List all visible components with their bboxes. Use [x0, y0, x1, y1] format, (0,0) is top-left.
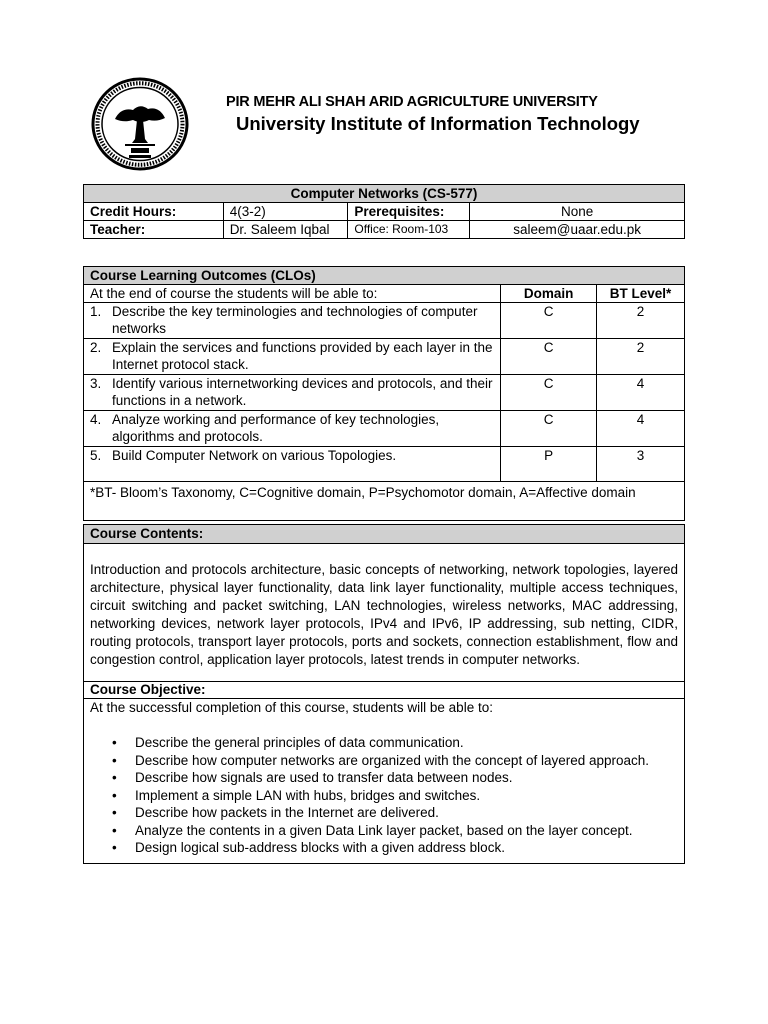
teacher-name: Dr. Saleem Iqbal: [223, 221, 348, 239]
clo-text: Describe the key terminologies and technologies of computer networks: [112, 304, 478, 336]
prerequisites-label: Prerequisites:: [348, 203, 470, 221]
clo-text: Explain the services and functions provided by each layer in the Internet protocol stack.: [112, 340, 493, 372]
course-details-table: [83, 524, 685, 864]
course-title: Computer Networks (CS-577): [84, 185, 685, 203]
clo-table: [83, 266, 685, 521]
university-name: PIR MEHR ALI SHAH ARID AGRICULTURE UNIVERSITY: [226, 94, 598, 110]
clo-row: [84, 411, 685, 447]
objective-item: • Design logical sub-address blocks with a given address block.: [135, 839, 678, 857]
clo-heading: Course Learning Outcomes (CLOs): [84, 267, 685, 285]
clo-bt-level: 4: [597, 411, 685, 447]
clo-bt-level: 4: [597, 375, 685, 411]
clo-domain: C: [501, 303, 597, 339]
objective-item: • Implement a simple LAN with hubs, bridges and switches.: [135, 787, 678, 805]
clo-domain: C: [501, 339, 597, 375]
clo-bt-level: 2: [597, 303, 685, 339]
clo-text: Build Computer Network on various Topologies.: [112, 448, 397, 463]
clo-number: 1.: [90, 304, 102, 319]
clo-text: Analyze working and performance of key technologies, algorithms and protocols.: [112, 412, 440, 444]
course-contents-heading: Course Contents:: [84, 525, 685, 544]
objective-item: • Analyze the contents in a given Data Link layer packet, based on the layer concept.: [135, 822, 678, 840]
institute-name: University Institute of Information Technology: [236, 113, 640, 134]
university-seal-logo: [91, 77, 189, 171]
domain-header: Domain: [501, 285, 597, 303]
clo-number: 4.: [90, 412, 102, 427]
course-objective-intro: At the successful completion of this course, students will be able to:: [90, 700, 493, 715]
clo-row: [84, 339, 685, 375]
clo-bt-level: 3: [597, 447, 685, 482]
clo-domain: C: [501, 411, 597, 447]
clo-domain: C: [501, 375, 597, 411]
course-contents-text: Introduction and protocols architecture, basic concepts of networking, network topologies, layered architecture, physical layer functionality, data link layer functionality, multiple access techniques, circuit switching and packet switching, LAN technologies, wireless networks, MAC addressing, networking devices, network layer protocols, IPv4 and IPv6, IP addressing, sub netting, CIDR, routing protocols, transport layer protocols, ports and sockets, connection establishment, flow and congestion control, application layer protocols, latest trends in computer networks.: [84, 544, 685, 682]
clo-row: [84, 303, 685, 339]
clo-intro: At the end of course the students will be able to:: [84, 285, 501, 303]
objective-item: • Describe the general principles of data communication.: [135, 734, 678, 752]
clo-row: [84, 447, 685, 482]
teacher-label: Teacher:: [84, 221, 224, 239]
bt-level-header: BT Level*: [597, 285, 685, 303]
teacher-email: saleem@uaar.edu.pk: [470, 221, 685, 239]
clo-domain: P: [501, 447, 597, 482]
clo-number: 3.: [90, 376, 102, 391]
objective-item: • Describe how computer networks are organized with the concept of layered approach.: [135, 752, 678, 770]
clo-bt-level: 2: [597, 339, 685, 375]
objective-item: • Describe how signals are used to transfer data between nodes.: [135, 769, 678, 787]
credit-hours-label: Credit Hours:: [84, 203, 224, 221]
clo-number: 2.: [90, 340, 102, 355]
clo-text: Identify various internetworking devices and protocols, and their functions in a network.: [112, 376, 493, 408]
objective-list: [90, 734, 678, 857]
office-info: Office: Room-103: [348, 221, 470, 239]
prerequisites-value: None: [470, 203, 685, 221]
course-info-table: [83, 184, 685, 239]
clo-number: 5.: [90, 448, 102, 463]
course-objective-body: [84, 699, 685, 864]
clo-row: [84, 375, 685, 411]
course-objective-heading: Course Objective:: [84, 682, 685, 699]
credit-hours-value: 4(3-2): [223, 203, 348, 221]
clo-footnote: *BT- Bloom’s Taxonomy, C=Cognitive domain, P=Psychomotor domain, A=Affective domain: [84, 482, 685, 521]
objective-item: • Describe how packets in the Internet are delivered.: [135, 804, 678, 822]
